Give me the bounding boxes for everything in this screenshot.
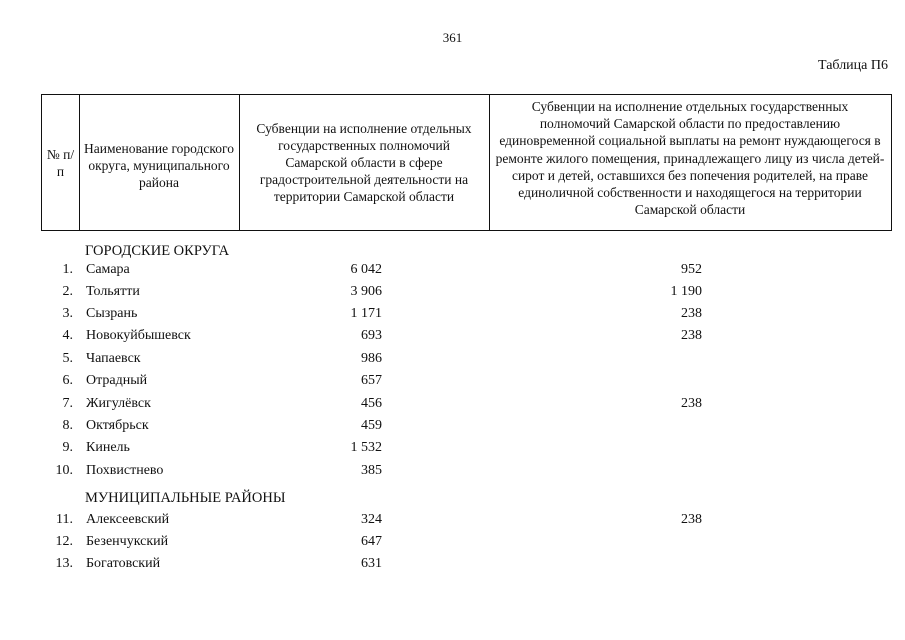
- table-row: [0, 463, 905, 485]
- row-value-1: 324: [361, 512, 382, 527]
- row-value-1: 631: [361, 556, 382, 571]
- row-num: 8.: [62, 418, 73, 433]
- table-header: [41, 94, 892, 231]
- row-name: Самара: [86, 262, 130, 277]
- row-name: Сызрань: [86, 306, 138, 321]
- table-row: [0, 396, 905, 418]
- row-value-1: 1 532: [350, 440, 382, 455]
- table-row: [0, 284, 905, 306]
- row-value-1: 647: [361, 534, 382, 549]
- table-row: [0, 262, 905, 284]
- row-name: Новокуйбышевск: [86, 328, 191, 343]
- section-title-municipal-districts: МУНИЦИПАЛЬНЫЕ РАЙОНЫ: [85, 490, 286, 506]
- header-name: Наименование городского округа, муниципального района: [84, 141, 234, 190]
- row-name: Жигулёвск: [86, 396, 151, 411]
- row-name: Безенчукский: [86, 534, 169, 549]
- row-name: Богатовский: [86, 556, 161, 571]
- section-title-city-districts: ГОРОДСКИЕ ОКРУГА: [85, 243, 230, 259]
- row-value-2: 238: [681, 328, 702, 343]
- row-value-1: 459: [361, 418, 382, 433]
- row-value-2: 238: [681, 396, 702, 411]
- row-name: Отрадный: [86, 373, 148, 388]
- row-name: Кинель: [86, 440, 130, 455]
- row-value-1: 456: [361, 396, 382, 411]
- row-name: Похвистнево: [86, 463, 164, 478]
- table-row: [0, 328, 905, 350]
- row-num: 2.: [62, 284, 73, 299]
- row-value-1: 1 171: [350, 306, 382, 321]
- table-row: [0, 351, 905, 373]
- table-row: [0, 306, 905, 328]
- row-num: 5.: [62, 351, 73, 366]
- row-name: Чапаевск: [86, 351, 141, 366]
- row-num: 12.: [55, 534, 73, 549]
- row-num: 7.: [62, 396, 73, 411]
- row-value-1: 986: [361, 351, 382, 366]
- table-row: [0, 418, 905, 440]
- row-num: 1.: [62, 262, 73, 277]
- row-name: Тольятти: [86, 284, 140, 299]
- header-col1: Субвенции на исполнение отдельных государственных полномочий Самарской области в сфере градостроительной деятельности на территории Самарской области: [256, 121, 472, 204]
- table-row: [0, 556, 905, 578]
- page-number: 361: [442, 30, 463, 45]
- row-num: 10.: [55, 463, 73, 478]
- row-num: 11.: [56, 512, 73, 527]
- table-label: Таблица П6: [818, 58, 888, 73]
- row-num: 6.: [62, 373, 73, 388]
- row-value-1: 693: [361, 328, 382, 343]
- table-row: [0, 440, 905, 462]
- row-value-2: 238: [681, 512, 702, 527]
- table-row: [0, 512, 905, 534]
- row-value-1: 657: [361, 373, 382, 388]
- row-value-1: 385: [361, 463, 382, 478]
- header-num: № п/п: [46, 146, 75, 179]
- table-row: [0, 373, 905, 395]
- row-value-1: 3 906: [350, 284, 382, 299]
- row-name: Октябрьск: [86, 418, 149, 433]
- row-value-2: 952: [681, 262, 702, 277]
- row-value-2: 1 190: [670, 284, 702, 299]
- row-value-2: 238: [681, 306, 702, 321]
- header-col2: Субвенции на исполнение отдельных государственных полномочий Самарской области по предоставлению единовременной социальной выплаты на ремонт нуждающегося в ремонте жилого помещения, принадлежащего лицу из числа детей-сирот и детей, оставшихся без попечения родителей, на праве единоличной собственности и находящегося на территории Самарской области: [495, 99, 885, 218]
- row-num: 3.: [62, 306, 73, 321]
- table-row: [0, 534, 905, 556]
- row-num: 13.: [55, 556, 73, 571]
- row-value-1: 6 042: [350, 262, 382, 277]
- row-num: 4.: [62, 328, 73, 343]
- row-name: Алексеевский: [86, 512, 170, 527]
- row-num: 9.: [62, 440, 73, 455]
